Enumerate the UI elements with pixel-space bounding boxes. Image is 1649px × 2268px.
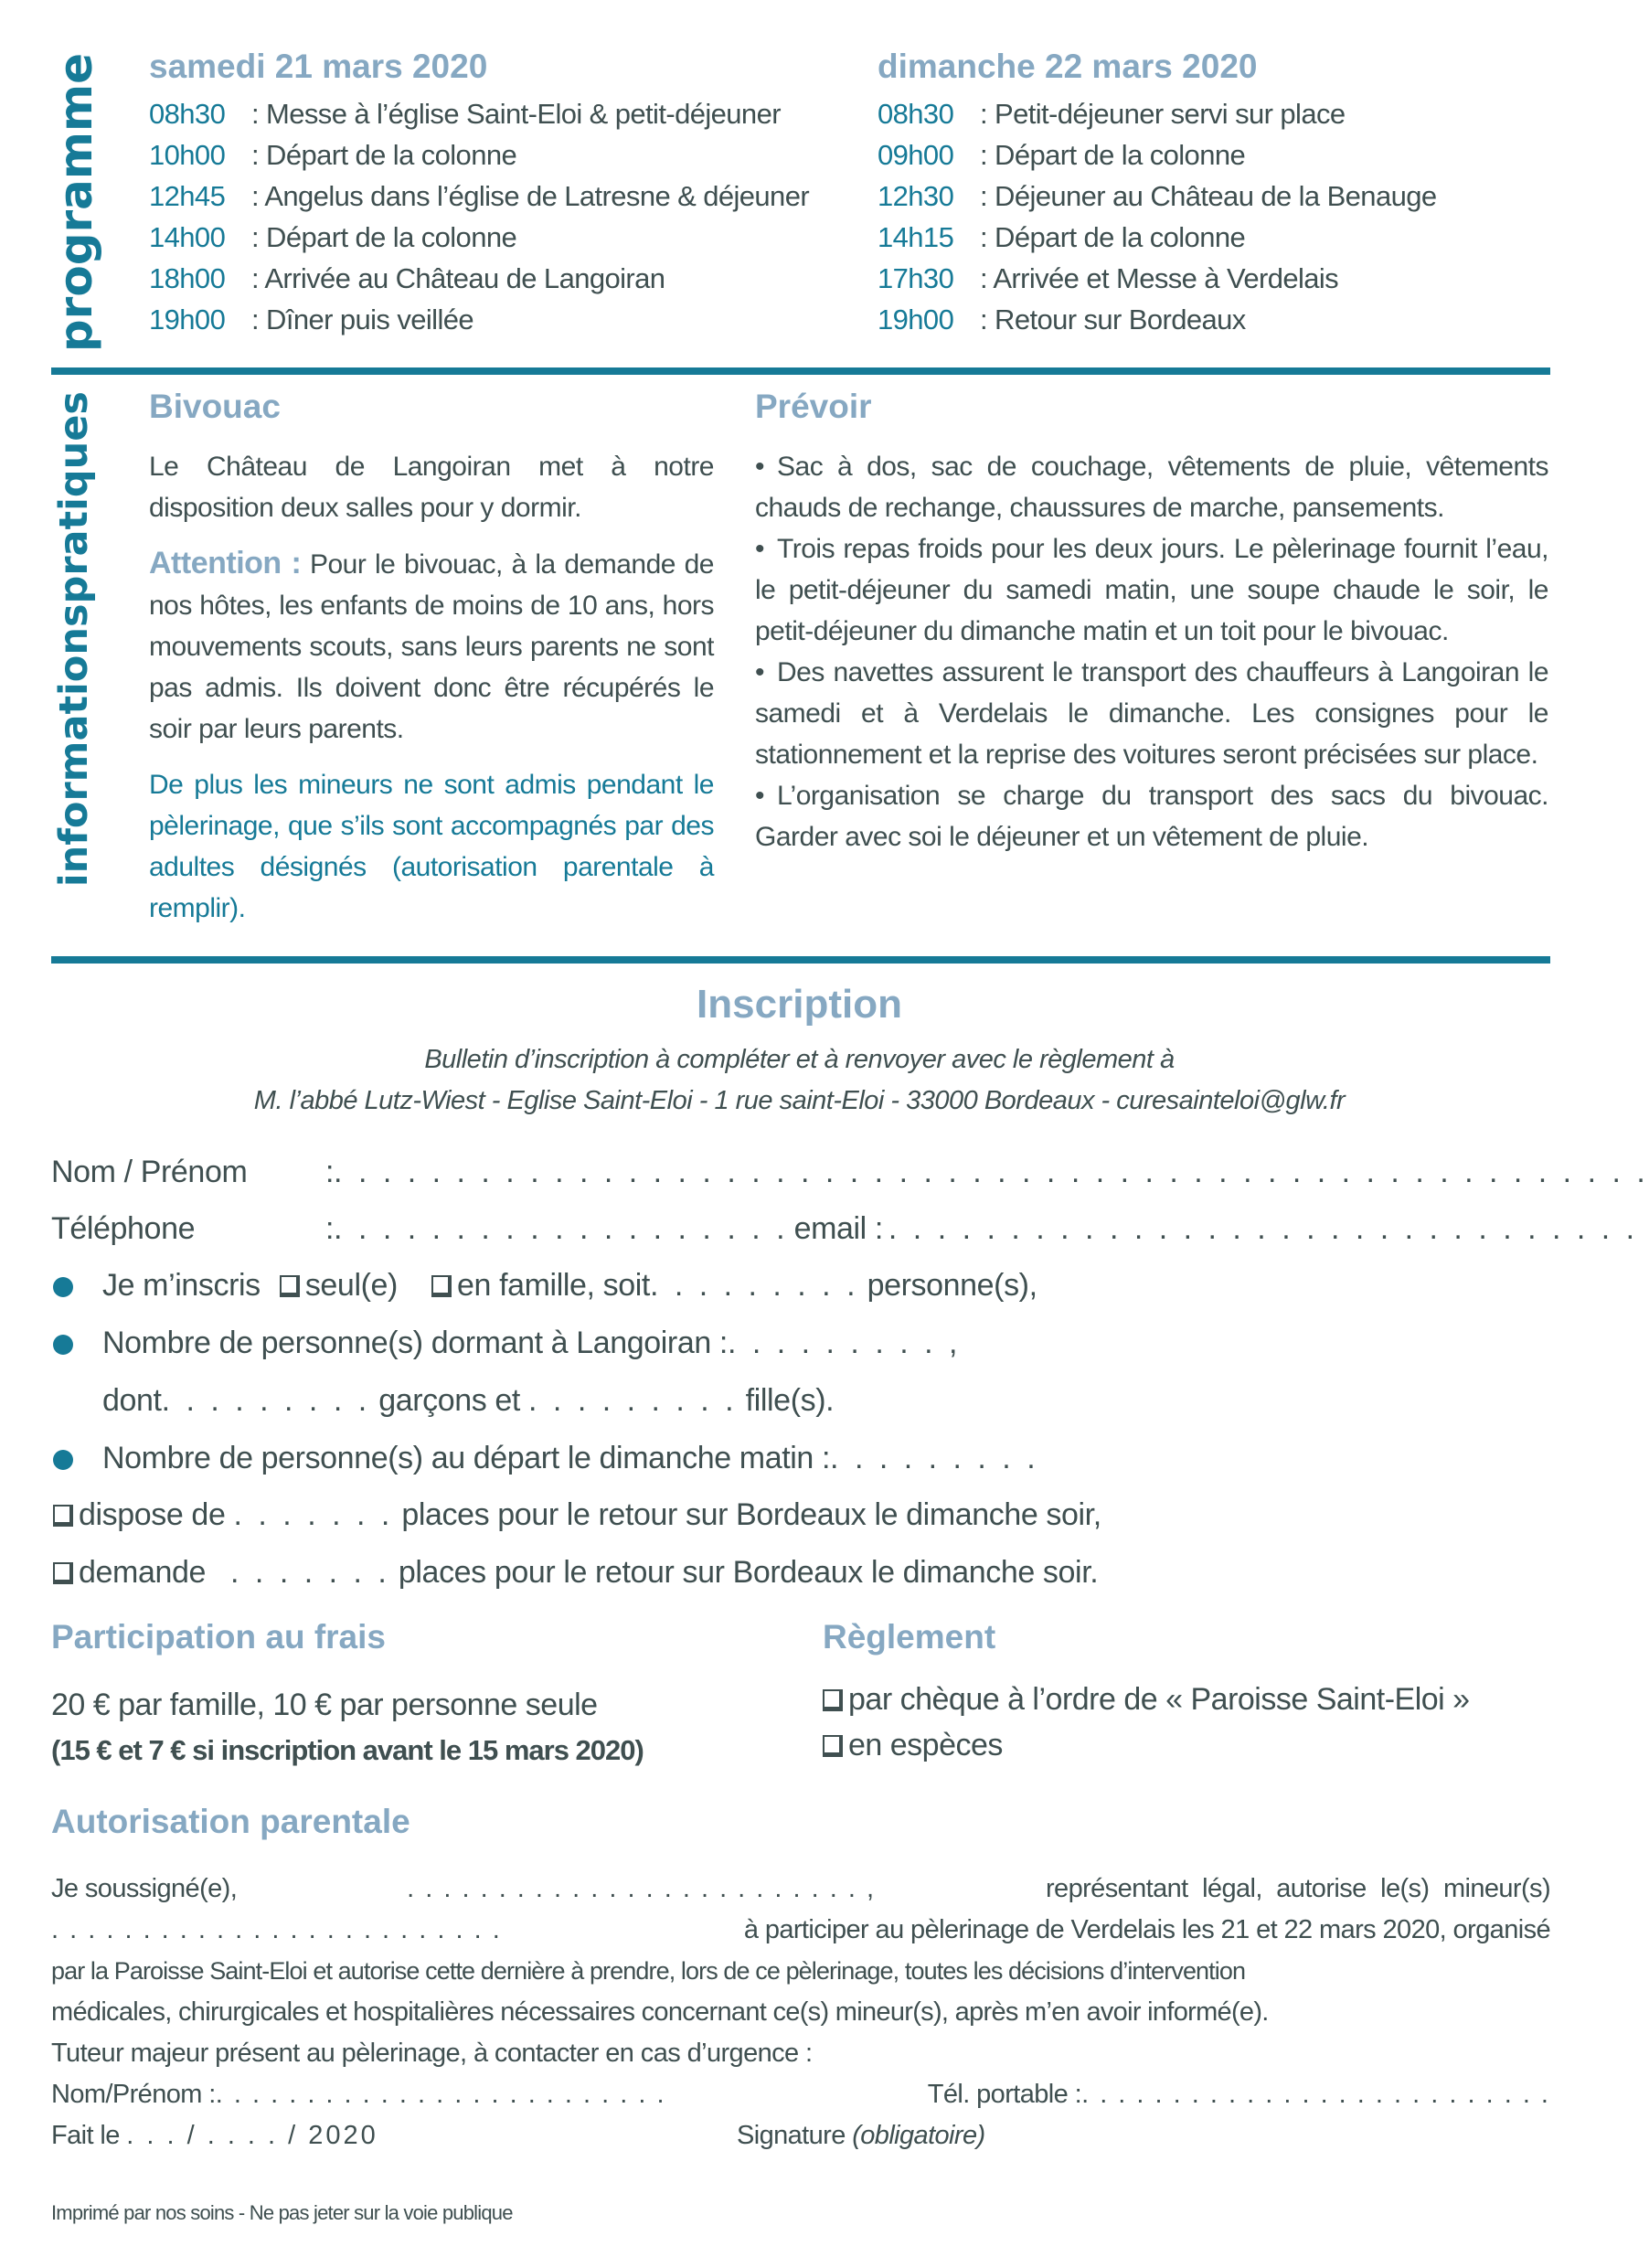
- sunday-schedule: [878, 93, 1549, 340]
- schedule-item: 08h30 : Petit-déjeuner servi sur place: [878, 98, 1346, 130]
- bullet-icon: [53, 1450, 73, 1470]
- inscription-subtitle: Bulletin d’inscription à compléter et à renvoyer avec le règlement à: [424, 1045, 1175, 1074]
- bivouac-section: [149, 388, 714, 929]
- section-divider: [51, 367, 1550, 375]
- schedule-item: 12h45 : Angelus dans l’église de Latresne & déjeuner: [149, 180, 810, 212]
- payment-option-cheque[interactable]: par chèque à l’ordre de « Paroisse Saint-Eloi »: [823, 1677, 1549, 1722]
- departure-count-line: Nombre de personne(s) au départ le dimanche matin :. . . . . . . . .: [53, 1438, 1039, 1478]
- schedule-item: 18h00 : Arrivée au Château de Langoiran: [149, 262, 665, 294]
- signature-label: Signature: [737, 2121, 846, 2150]
- checkbox-demande[interactable]: [53, 1562, 73, 1584]
- attention-label: Attention :: [149, 546, 302, 580]
- prevoir-item: • L’organisation se charge du transport des sacs du bivouac. Garder avec soi le déjeuner et un vêtement de pluie.: [755, 781, 1548, 852]
- schedule-item: 08h30 : Messe à l’église Saint-Eloi & petit-déjeuner: [149, 98, 781, 130]
- checkbox-famille[interactable]: [431, 1275, 452, 1297]
- schedule-item: 14h00 : Départ de la colonne: [149, 221, 517, 253]
- signature-note: (obligatoire): [852, 2121, 985, 2150]
- schedule-item: 14h15 : Départ de la colonne: [878, 221, 1246, 253]
- request-seats-line: demande . . . . . . . places pour le retour sur Bordeaux le dimanche soir.: [53, 1552, 1098, 1592]
- bullet-icon: [53, 1277, 73, 1297]
- phone-dots[interactable]: . . . . . . . . . . . . . . . . . . .: [334, 1211, 789, 1246]
- payment-option-cash[interactable]: en espèces: [823, 1722, 1549, 1768]
- bivouac-note: De plus les mineurs ne sont admis pendant le pèlerinage, que s’ils sont accompagnés par des adultes désignés (autorisation parentale à remplir).: [149, 770, 714, 923]
- date-field[interactable]: Fait le . . . / . . . . / 2020: [51, 2121, 378, 2150]
- fees-section: [51, 1618, 801, 1773]
- payment-section: [823, 1618, 1549, 1768]
- auth-line-3: par la Paroisse Saint-Eloi et autorise cette dernière à prendre, lors de ce pèlerinage, toutes les décisions d’intervention: [51, 1957, 1246, 1985]
- fees-line: 20 € par famille, 10 € par personne seule: [51, 1688, 598, 1722]
- email-label: email :: [793, 1211, 883, 1246]
- name-field[interactable]: Nom / Prénom : . . . . . . . . . . . . . . . . . . . . . . . . . . . . . . . . . . . . . . . . . . . . . . . . . . . . . .: [51, 1152, 1550, 1192]
- authorization-body: [51, 1869, 1550, 2156]
- inscription-address: M. l’abbé Lutz-Wiest - Eglise Saint-Eloi - 1 rue saint-Eloi - 33000 Bordeaux - curesainteloi@glw.fr: [253, 1086, 1346, 1115]
- bivouac-title: Bivouac: [149, 388, 281, 425]
- tutor-name-field[interactable]: Nom/Prénom :. . . . . . . . . . . . . . . . . . . . . . . . .: [51, 2080, 666, 2109]
- auth-line-4: médicales, chirurgicales et hospitalières nécessaires concernant ce(s) mineur(s), après m’en avoir informé(e).: [51, 1997, 1269, 2027]
- boys-girls-line: dont. . . . . . . . . garçons et . . . . . . . . . fille(s).: [102, 1383, 835, 1418]
- checkbox-cheque[interactable]: [823, 1689, 843, 1711]
- bivouac-attention: Attention : Pour le bivouac, à la demande de nos hôtes, les enfants de moins de 10 ans, hors mouvements scouts, sans leurs parents ne sont pas admis. Ils doivent donc être récupérés le soir par leurs parents.: [149, 546, 714, 744]
- auth-line-1: Je soussigné(e), . . . . . . . . . . . . . . . . . . . . . . . . . , représentant légal, autorise le(s) mineur(s): [51, 1874, 1550, 1903]
- checkbox-seul[interactable]: [280, 1275, 300, 1297]
- prevoir-item: • Trois repas froids pour les deux jours. Le pèlerinage fournit l’eau, le petit-déjeuner du samedi matin, une soupe chaude le soir, le petit-déjeuner du dimanche matin et un toit pour le bivouac.: [755, 534, 1548, 646]
- inscription-title: Inscription: [697, 982, 902, 1027]
- fees-early-line: (15 € et 7 € si inscription avant le 15 mars 2020): [51, 1734, 644, 1766]
- footer-note: Imprimé par nos soins - Ne pas jeter sur la voie publique: [51, 2201, 513, 2224]
- prevoir-item: • Sac à dos, sac de couchage, vêtements de pluie, vêtements chauds de rechange, chaussures de marche, pansements.: [755, 452, 1548, 523]
- programme-saturday: [149, 48, 862, 340]
- schedule-item: 12h30 : Déjeuner au Château de la Benauge: [878, 180, 1437, 212]
- schedule-item: 17h30 : Arrivée et Messe à Verdelais: [878, 262, 1339, 294]
- email-dots[interactable]: . . . . . . . . . . . . . . . . . . . . . . . . . . . . . . .: [888, 1211, 1639, 1246]
- info-side-label: informationspratiques: [51, 391, 97, 888]
- programme-side-label: programme: [49, 53, 102, 353]
- checkbox-dispose[interactable]: [53, 1505, 73, 1527]
- tutor-line: [51, 2074, 1550, 2115]
- schedule-item: 10h00 : Départ de la colonne: [149, 139, 517, 171]
- schedule-item: 09h00 : Départ de la colonne: [878, 139, 1246, 171]
- bullet-icon: [53, 1335, 73, 1355]
- checkbox-cash[interactable]: [823, 1735, 843, 1757]
- sleeping-count-line: Nombre de personne(s) dormant à Langoiran :. . . . . . . . . ,: [53, 1323, 961, 1363]
- date-signature-line: [51, 2115, 1550, 2156]
- fees-title: Participation au frais: [51, 1618, 386, 1656]
- prevoir-title: Prévoir: [755, 388, 872, 425]
- name-dots[interactable]: . . . . . . . . . . . . . . . . . . . . . . . . . . . . . . . . . . . . . . . . . . . . . . . . . . . . . .: [334, 1155, 1649, 1189]
- saturday-title: samedi 21 mars 2020: [149, 48, 488, 85]
- prevoir-list: [755, 446, 1548, 857]
- register-line: Je m’inscris seul(e) en famille, soit. . . . . . . . . personne(s),: [53, 1265, 1037, 1305]
- saturday-schedule: [149, 93, 862, 340]
- schedule-item: 19h00 : Dîner puis veillée: [149, 303, 474, 335]
- offer-seats-line: dispose de . . . . . . . places pour le retour sur Bordeaux le dimanche soir,: [53, 1495, 1101, 1535]
- bivouac-text: Le Château de Langoiran met à notre disposition deux salles pour y dormir.: [149, 452, 714, 523]
- sunday-title: dimanche 22 mars 2020: [878, 48, 1258, 85]
- payment-title: Règlement: [823, 1618, 996, 1656]
- programme-sunday: [878, 48, 1549, 340]
- authorization-title: Autorisation parentale: [51, 1803, 410, 1840]
- phone-field[interactable]: Téléphone : . . . . . . . . . . . . . . . . . . . email : . . . . . . . . . . . . . . . . . . . . . . . . . . . . . . .: [51, 1209, 1550, 1249]
- name-label: Nom / Prénom: [51, 1155, 248, 1189]
- auth-line-2: . . . . . . . . . . . . . . . . . . . . . . . . . à participer au pèlerinage de Verdelais les 21 et 22 mars 2020, organisé: [51, 1915, 1550, 1944]
- auth-line-5: Tuteur majeur présent au pèlerinage, à contacter en cas d’urgence :: [51, 2039, 813, 2068]
- schedule-item: 19h00 : Retour sur Bordeaux: [878, 303, 1246, 335]
- section-divider: [51, 956, 1550, 964]
- tutor-phone-field[interactable]: Tél. portable :. . . . . . . . . . . . . . . . . . . . . . . . . .: [927, 2080, 1550, 2109]
- phone-label: Téléphone: [51, 1211, 196, 1246]
- prevoir-section: [755, 388, 1548, 857]
- prevoir-item: • Des navettes assurent le transport des chauffeurs à Langoiran le samedi et à Verdelais le dimanche. Les consignes pour le stationnement et la reprise des voitures seront précisées sur place.: [755, 657, 1548, 770]
